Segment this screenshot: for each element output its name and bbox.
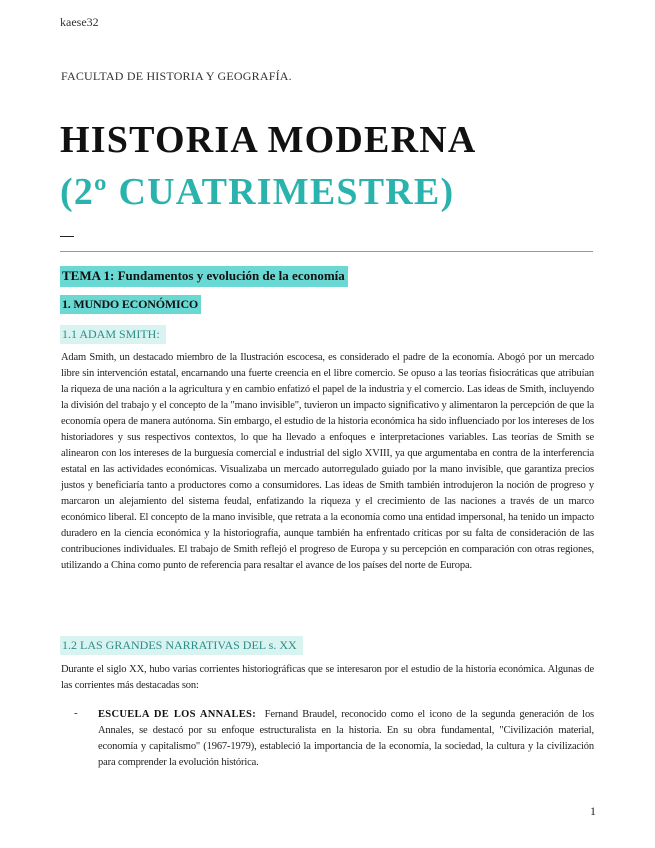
bullet-item-title: ESCUELA DE LOS ANNALES: — [98, 709, 256, 720]
subsection-heading-adam-smith: 1.1 ADAM SMITH: — [60, 325, 166, 344]
tema-heading: TEMA 1: Fundamentos y evolución de la economía — [60, 266, 348, 287]
bullet-item-body: Fernand Braudel, reconocido como el icono de la segunda generación de los Annales, se destacó por su enfoque estructuralista en la historia. En su obra fundamental, "Civilización material, economía y capitalismo" (1967-1979), estableció la importancia de la economía, la sociedad, la cultura y la civilización para comprender la evolución histórica. — [98, 709, 594, 768]
faculty-heading: FACULTAD DE HISTORIA Y GEOGRAFÍA. — [61, 69, 292, 83]
uploader-username: kaese32 — [60, 15, 99, 29]
bullet-marker: - — [74, 707, 78, 719]
page-number: 1 — [590, 804, 596, 818]
paragraph-corrientes: Durante el siglo XX, hubo varias corrientes historiográficas que se interesaron por el estudio de la historia económica. Algunas de las corrientes más destacadas son: — [61, 664, 594, 691]
section-divider — [60, 251, 593, 252]
subsection-heading-grandes-narrativas: 1.2 LAS GRANDES NARRATIVAS DEL s. XX — [60, 636, 303, 655]
document-title: HISTORIA MODERNA — [60, 119, 477, 161]
bullet-item-annales — [98, 707, 594, 771]
section-heading-mundo-economico: 1. MUNDO ECONÓMICO — [60, 295, 201, 314]
title-underline — [60, 236, 74, 237]
document-subtitle: (2º CUATRIMESTRE) — [60, 171, 455, 213]
paragraph-adam-smith: Adam Smith, un destacado miembro de la Ilustración escocesa, es considerado el padre de la economía. Abogó por un mercado libre sin intervención estatal, encarnando una fuerte creencia en el libre comercio. Se opuso a las teorías fisiocráticas que atribuían la riqueza de una nación a la agricultura y en cambio enfatizó el papel de la industria y el comercio. Las ideas de Smith, incluyendo la división del trabajo y el concepto de la "mano invisible", tuvieron un impacto significativo y alimentaron la percepción de que la economía opera de manera autónoma. Sin embargo, el estudio de la historia económica ha sido influenciado por los intereses de los historiadores y sus respectivos contextos, lo que ha llevado a enfoques e interpretaciones variables. Las teorías de Smith se alinearon con los intereses de la burguesía comercial e industrial del siglo XVIII, ya que argumentaba en contra de la interferencia estatal en las actividades económicas. Visualizaba un mercado autorregulado guiado por la mano invisible, que garantiza precios justos y beneficiaría tanto a productores como a consumidores. Las ideas de Smith también introdujeron la noción de progreso y marcaron un alejamiento del sistema feudal, enfatizando la riqueza y el crecimiento de las naciones a través de un marco económico liberal. El concepto de la mano invisible, que retrata a la economía como una entidad impersonal, ha tenido un impacto duradero en la ciencia económica y la historiografía, aunque también ha enfrentado críticas por su falta de consideración de las contribuciones individuales. El trabajo de Smith reflejó el progreso de Europa y su percepción en comparación con otras regiones, utilizando a China como punto de referencia para resaltar el avance de los países del norte de Europa. — [61, 352, 594, 571]
